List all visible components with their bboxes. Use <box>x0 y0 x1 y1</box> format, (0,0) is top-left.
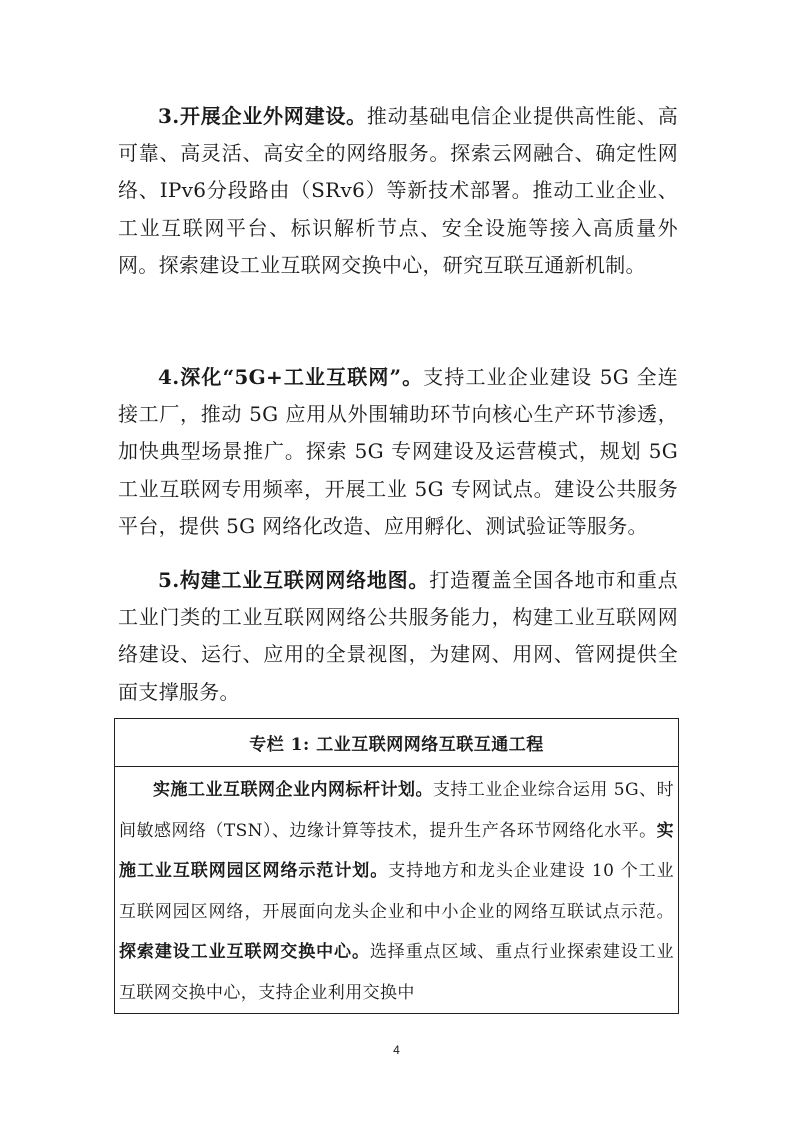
column-box-title: 专栏 1: 工业互联网网络互联互通工程 <box>115 719 678 767</box>
section-4-heading: 4.深化“5G+工业互联网”。 <box>158 365 424 389</box>
section-3-paragraph <box>118 98 678 284</box>
section-3-heading: 3.开展企业外网建设。 <box>158 104 367 128</box>
section-5-body: 打造覆盖全国各地市和重点工业门类的工业互联网网络公共服务能力，构建工业互联网网络建设、运行、应用的全景视图，为建网、用网、管网提供全面支撑服务。 <box>118 568 678 704</box>
section-4-body: 支持工业企业建设 5G 全连接工厂，推动 5G 应用从外围辅助环节向核心生产环节渗透，加快典型场景推广。探索 5G 专网建设及运营模式，规划 5G 工业互联网专用频率，开展工业 5G 专网试点。建设公共服务平台，提供 5G 网络化改造、应用孵化、测试验证等服务。 <box>118 365 678 538</box>
page-number: 4 <box>393 1043 400 1057</box>
box-item-1-heading: 实施工业互联网企业内网标杆计划。 <box>153 780 433 800</box>
box-item-3-body: 选择重点区域、重点行业探索建设工业互联网交换中心，支持企业利用交换中 <box>119 942 674 1003</box>
section-5-paragraph <box>118 562 678 711</box>
box-item-3-heading: 探索建设工业互联网交换中心。 <box>119 942 370 962</box>
box-item-1-body: 支持工业企业综合运用 5G、时间敏感网络（TSN）、边缘计算等技术，提升生产各环节网络化水平。 <box>119 780 674 841</box>
section-3-body: 推动基础电信企业提供高性能、高可靠、高灵活、高安全的网络服务。探索云网融合、确定性网络、IPv6分段路由（SRv6）等新技术部署。推动工业企业、工业互联网平台、标识解析节点、安全设施等接入高质量外网。探索建设工业互联网交换中心，研究互联互通新机制。 <box>118 104 679 277</box>
box-item-2-body: 支持地方和龙头企业建设 10 个工业互联网园区网络，开展面向龙头企业和中小企业的网络互联试点示范。 <box>119 861 675 922</box>
column-box-body <box>115 767 678 1013</box>
box-item-2-heading: 实施工业互联网园区网络示范计划。 <box>119 820 674 881</box>
column-box <box>114 718 679 1014</box>
section-5-heading: 5.构建工业互联网网络地图。 <box>158 568 430 592</box>
section-4-paragraph <box>118 359 678 545</box>
